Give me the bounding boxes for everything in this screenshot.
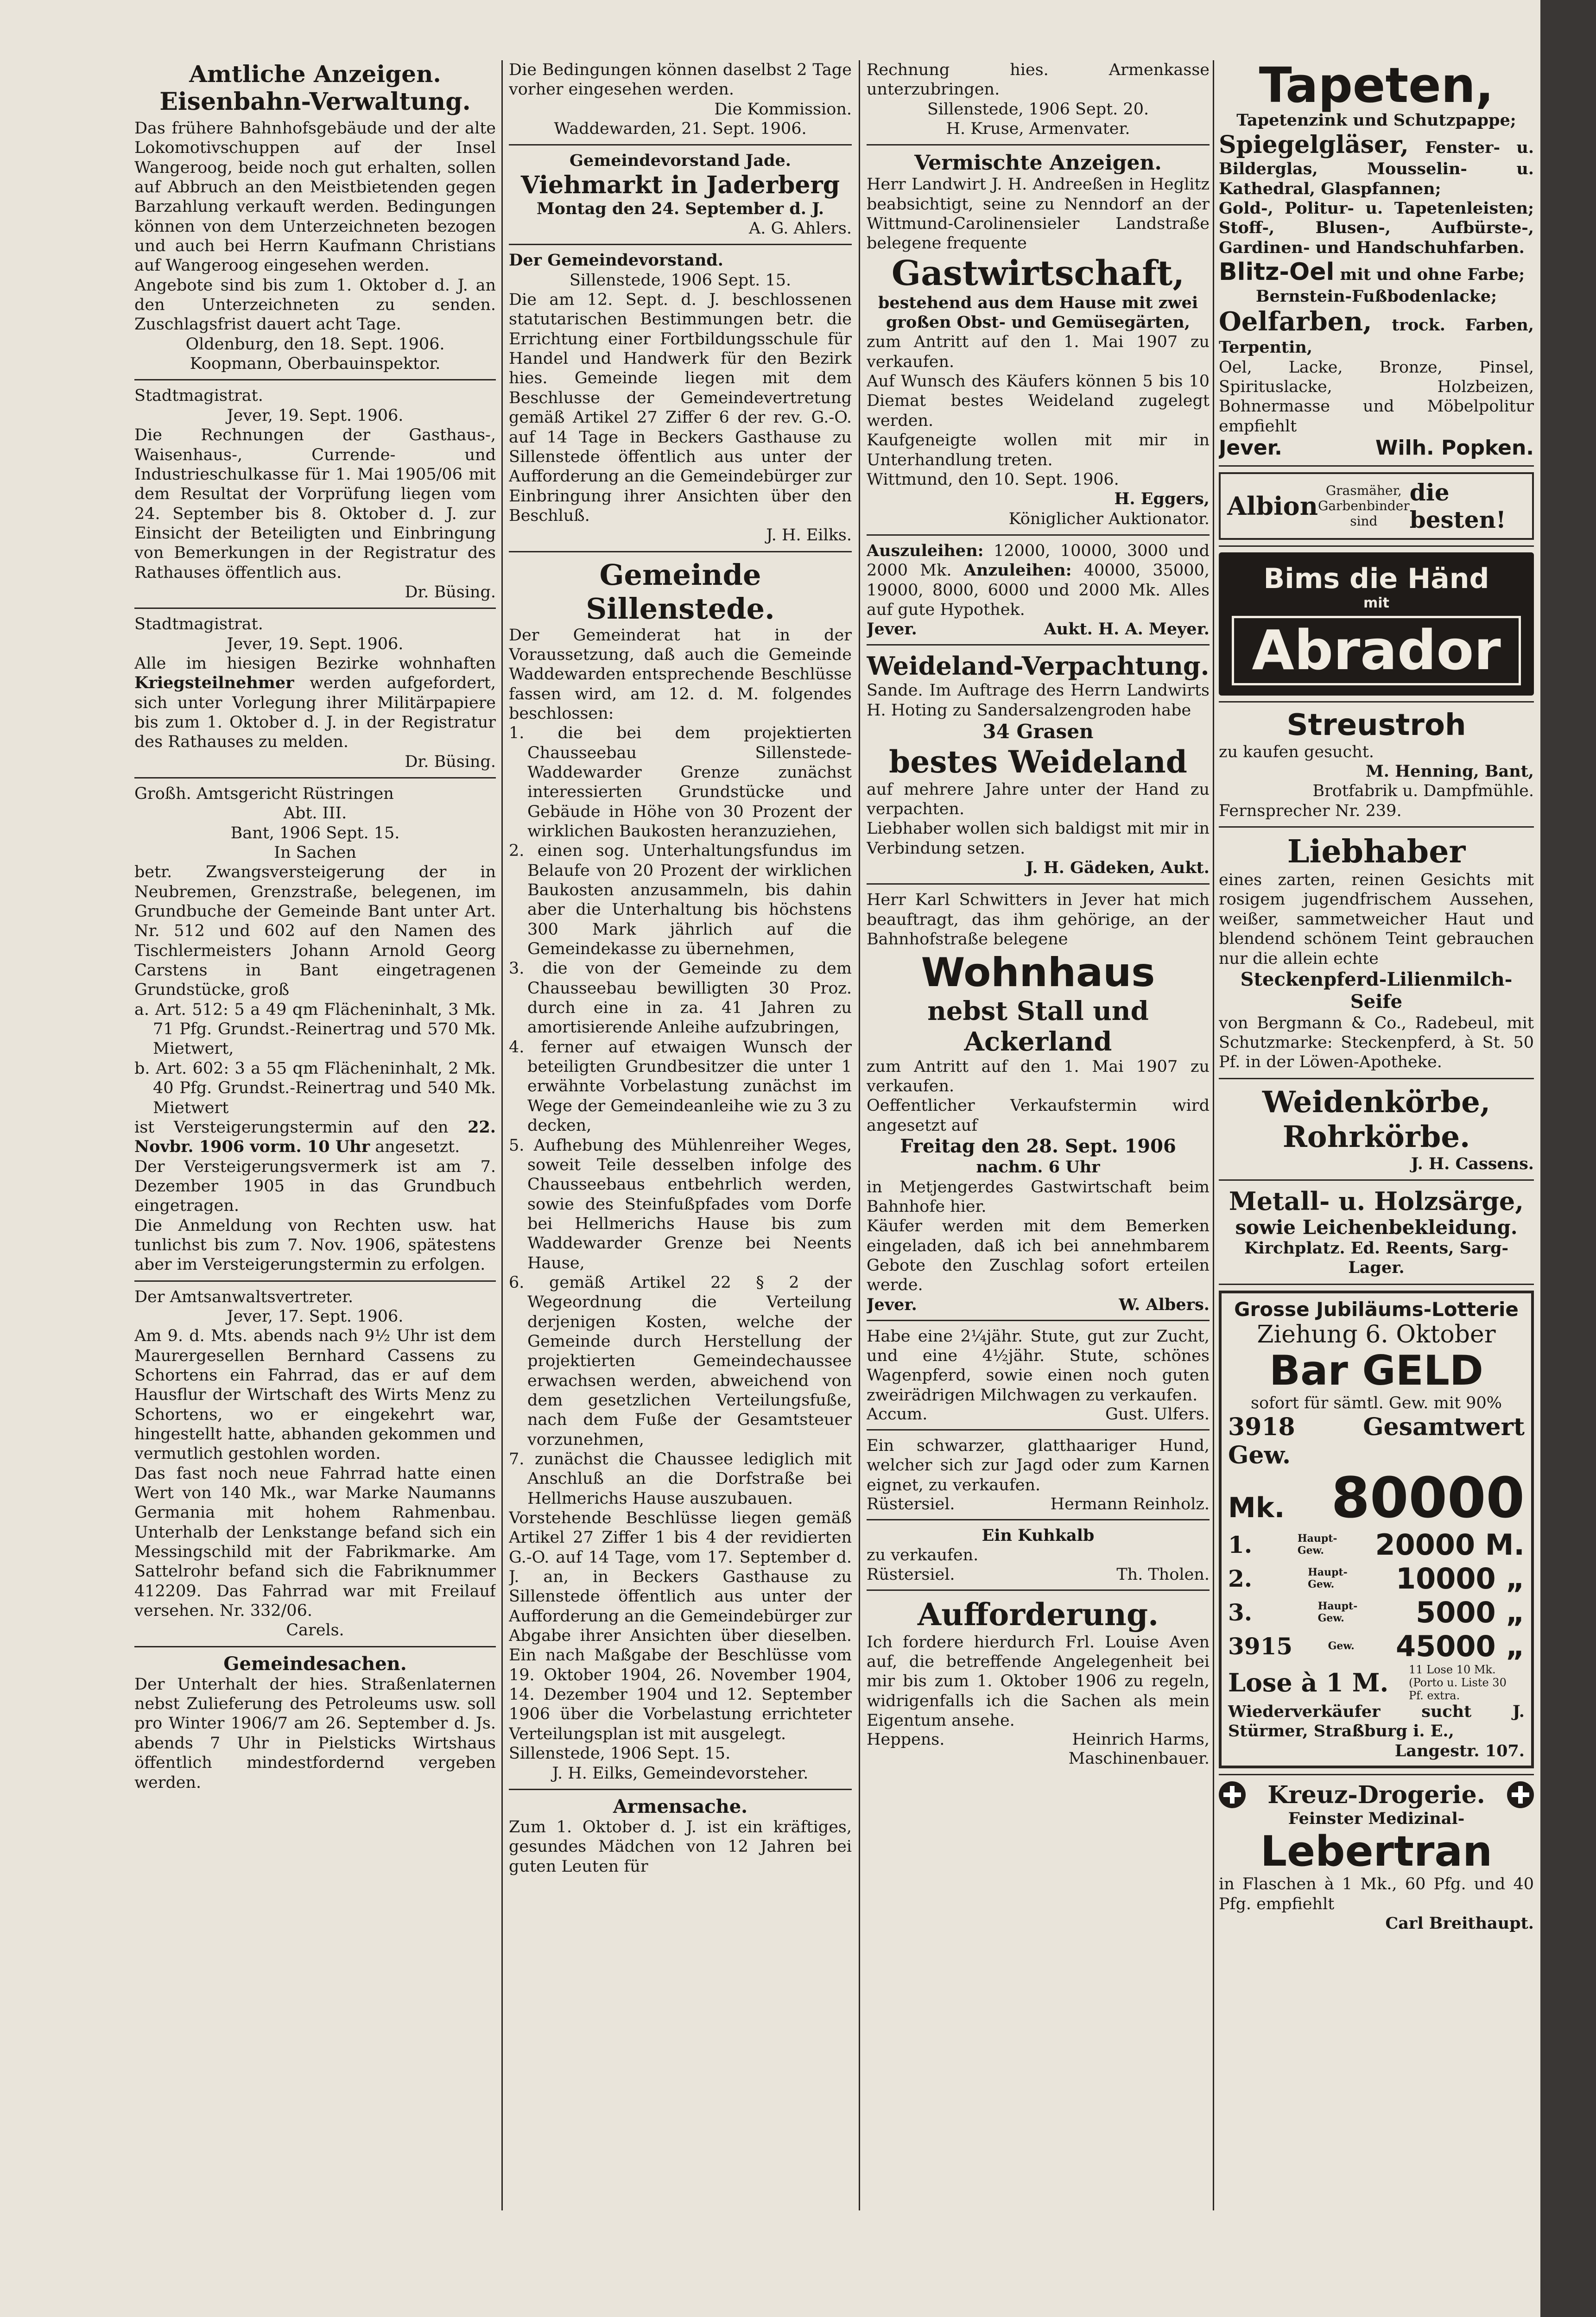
ad-body: 12000, 10000, 3000 und 2000 Mk. bbox=[867, 541, 1210, 580]
ad-albion bbox=[1219, 472, 1534, 540]
ad-signature: Dr. Büsing. bbox=[405, 752, 496, 771]
ad-signature: Koopmann, Oberbauinspektor. bbox=[190, 355, 441, 374]
prize-value: 20000 M. bbox=[1375, 1527, 1525, 1562]
ad-body: Ein schwarzer, glatthaariger Hund, welcher sich zur Jagd oder zum Karnen eignet, zu verkaufen. bbox=[867, 1437, 1210, 1494]
ad-gemeinde-sillenstede bbox=[509, 558, 852, 1783]
prize-row bbox=[1228, 1595, 1525, 1629]
ad-eisenbahn bbox=[134, 60, 496, 374]
ad-kuhkalb bbox=[867, 1526, 1210, 1584]
ad-line: Grasmäher, Garbenbinder sind bbox=[1317, 483, 1410, 529]
ad-item: b. Art. 602: 3 a 55 qm Flächeninhalt, 2 Mk. 40 Pfg. Grundst.-Reinertrag und 540 Mk. Mietwert bbox=[134, 1059, 496, 1117]
rule bbox=[867, 144, 1210, 146]
ad-title: Weidenkörbe, bbox=[1262, 1084, 1491, 1120]
ad-heading: Großh. Amtsgericht Rüstringen bbox=[134, 785, 394, 803]
ad-aufforderung bbox=[867, 1596, 1210, 1769]
ad-place: Jever. bbox=[1219, 436, 1282, 460]
ad-headline: Bar GELD bbox=[1269, 1346, 1483, 1394]
ad-place: Rüstersiel. bbox=[867, 1565, 955, 1584]
ad-lot-note: 11 Lose 10 Mk. (Porto u. Liste 30 Pf. extra. bbox=[1409, 1663, 1507, 1702]
ad-body: Herr Landwirt J. H. Andreeßen in Heglitz beabsichtigt, seine zu Nenndorf an der Wittmund-Carolinensieler Landstraße belegene frequente bbox=[867, 175, 1210, 253]
ad-signature: Carl Breithaupt. bbox=[1385, 1913, 1534, 1933]
list-item: 2. einen sog. Unterhaltungsfundus im Belaufe von 20 Prozent der wirklichen Baukosten anzusammeln, bis dahin aber die Unterhaltung bis höchstens 300 Mark jährlich auf die Gemeindekasse zu übernehmen, bbox=[509, 842, 852, 959]
ad-title: Weideland-Verpachtung. bbox=[867, 651, 1210, 681]
ad-line: Fenster- u. Bilderglas, Mousselin- u. Kathedral, Glaspfannen; bbox=[1219, 138, 1534, 198]
ad-signature: Carels. bbox=[286, 1621, 344, 1640]
ad-place: Oldenburg, den 18. Sept. 1906. bbox=[185, 335, 445, 354]
rule bbox=[134, 1280, 496, 1282]
rule bbox=[509, 551, 852, 552]
ad-body: Die Bedingungen können daselbst 2 Tage vorher eingesehen werden. bbox=[509, 61, 852, 99]
ad-line: sofort für sämtl. Gew. mit 90% bbox=[1251, 1393, 1502, 1412]
ad-brand: Steckenpferd-Lilienmilch-Seife bbox=[1240, 968, 1513, 1013]
ad-armensache bbox=[509, 1796, 852, 1876]
prize-rank: 1. bbox=[1228, 1531, 1253, 1558]
prize-row bbox=[1228, 1528, 1525, 1562]
ad-body: Oeffentlicher Verkaufstermin wird angesetzt auf bbox=[867, 1096, 1210, 1135]
rule bbox=[134, 379, 496, 380]
cross-icon bbox=[1507, 1781, 1534, 1808]
ad-subheading: Abt. III. bbox=[283, 804, 347, 823]
rule bbox=[509, 144, 852, 146]
ad-signature: Wilh. Popken. bbox=[1375, 436, 1534, 460]
ad-body: Käufer werden mit dem Bemerken eingeladen, daß ich bei annehmbarem Gebote den Zuschlag sofort erteilen werde. bbox=[867, 1217, 1210, 1295]
ad-lot-price: Lose à 1 M. bbox=[1228, 1667, 1389, 1697]
ad-signature: W. Albers. bbox=[1119, 1295, 1210, 1314]
ad-amtsgericht bbox=[134, 784, 496, 1275]
ad-title: Gemeinde Sillenstede. bbox=[586, 557, 775, 626]
column-2 bbox=[509, 60, 852, 2210]
ad-hypothek bbox=[867, 541, 1210, 639]
ad-wohnhaus bbox=[867, 890, 1210, 1314]
ad-line: trock. Farben, Terpentin, bbox=[1219, 316, 1534, 357]
ad-line: Ziehung 6. Oktober bbox=[1257, 1320, 1496, 1348]
ad-title: Eisenbahn-Verwaltung. bbox=[159, 88, 471, 116]
ad-gemeindesachen bbox=[134, 1653, 496, 1792]
ad-body: Die Anmeldung von Rechten usw. hat tunlichst bis zum 7. Nov. 1906, spätestens aber im Versteigerungstermin zu erfolgen. bbox=[134, 1216, 496, 1274]
ad-brand: Lebertran bbox=[1260, 1827, 1493, 1876]
ad-signature: Th. Tholen. bbox=[1116, 1565, 1210, 1584]
ad-date: Bant, 1906 Sept. 15. bbox=[230, 823, 400, 842]
prize-value: 5000 „ bbox=[1416, 1595, 1525, 1629]
rule bbox=[134, 1646, 496, 1647]
rule bbox=[867, 1519, 1210, 1520]
ad-body: zu kaufen gesucht. bbox=[1219, 742, 1374, 761]
list-item: 6. gemäß Artikel 22 § 2 der Wegeordnung die Verteilung derjenigen Kosten, welche der Gemeinde durch Herstellung der projektierten Gemeindechaussee erwachsen werden, abweichend von dem gesetzlichen Verteilungsfuße, nach dem Fuße der Gesamtsteuer vorzunehmen, bbox=[509, 1273, 852, 1449]
ad-stadtmagistrat-2 bbox=[134, 614, 496, 772]
ad-title: Rohrkörbe. bbox=[1282, 1119, 1470, 1154]
ad-steckenpferd bbox=[1219, 833, 1534, 1072]
rule bbox=[867, 883, 1210, 885]
ad-line: Bernstein-Fußbodenlacke; bbox=[1255, 287, 1497, 306]
ad-signature: H. Eggers, bbox=[1114, 489, 1210, 509]
ad-title: Gastwirtschaft, bbox=[891, 253, 1185, 293]
ad-hund bbox=[867, 1436, 1210, 1513]
rule bbox=[867, 534, 1210, 536]
ad-body: Rechnung hies. Armenkasse unterzubringen. bbox=[867, 61, 1210, 99]
list-item: 7. zunächst die Chaussee lediglich mit Anschluß an die Dorfstraße bei Hellmerichs Hause auszubauen. bbox=[509, 1450, 852, 1508]
ad-body: ist Versteigerungstermin auf den bbox=[134, 1118, 449, 1137]
ad-body: angesetzt. bbox=[375, 1138, 460, 1157]
ad-heading: Der Amtsanwaltsvertreter. bbox=[134, 1287, 354, 1306]
rule bbox=[134, 608, 496, 609]
ad-body: Der Versteigerungsvermerk ist am 7. Dezember 1905 in das Grundbuch eingetragen. bbox=[134, 1157, 496, 1215]
ad-title: Streustroh bbox=[1286, 708, 1466, 742]
ad-body: Liebhaber wollen sich baldigst mit mir in Verbindung setzen. bbox=[867, 819, 1210, 858]
ad-date: Jever, 17. Sept. 1906. bbox=[227, 1307, 404, 1326]
ad-case: In Sachen bbox=[274, 843, 356, 862]
rule bbox=[509, 244, 852, 245]
ad-heading: Stadtmagistrat. bbox=[134, 386, 263, 405]
ad-signature: J. H. Gädeken, Aukt. bbox=[1026, 858, 1210, 878]
ad-gemeindevorstand bbox=[509, 251, 852, 545]
ad-body: zum Antritt auf den 1. Mai 1907 zu verkaufen. bbox=[867, 333, 1210, 371]
ad-kreuz-drogerie bbox=[1219, 1781, 1534, 1933]
ad-body: werden aufgefordert, sich unter Vorlegung ihrer Militärpapiere bis zum 1. Oktober d. J. in der Registratur des Rathauses zu melden. bbox=[134, 674, 496, 752]
ad-signature: H. Kruse, Armenvater. bbox=[946, 120, 1130, 139]
ad-date: Jever, 19. Sept. 1906. bbox=[227, 634, 404, 653]
ad-body: zu verkaufen. bbox=[867, 1546, 979, 1565]
rule bbox=[867, 644, 1210, 646]
rule bbox=[1219, 1284, 1534, 1285]
prize-label: Gew. bbox=[1328, 1640, 1355, 1652]
ad-brand: Albion bbox=[1227, 491, 1318, 521]
ad-title: Tapeten, bbox=[1259, 60, 1494, 114]
prize-row bbox=[1228, 1562, 1525, 1595]
ad-subtitle: Feinster Medizinal- bbox=[1288, 1809, 1465, 1828]
prize-value: 45000 „ bbox=[1395, 1629, 1525, 1663]
rule bbox=[1219, 701, 1534, 703]
ad-body: Angebote sind bis zum 1. Oktober d. J. an den Unterzeichneten zu senden. Zuschlagsfrist dauert acht Tage. bbox=[134, 276, 496, 334]
rule bbox=[134, 777, 496, 779]
ad-signature: M. Henning, Bant, bbox=[1366, 762, 1534, 781]
ad-signature: J. H. Cassens. bbox=[1411, 1154, 1534, 1173]
ad-body: Alle im hiesigen Bezirke wohnhaften bbox=[134, 654, 496, 673]
ad-brand: Abrador bbox=[1232, 616, 1521, 685]
rule bbox=[1219, 1179, 1534, 1181]
prize-label: Haupt-Gew. bbox=[1317, 1600, 1358, 1625]
ad-slogan: die besten! bbox=[1409, 478, 1506, 533]
ad-body: Am 9. d. Mts. abends nach 9½ Uhr ist dem Maurergesellen Bernhard Cassens zu Schortens ein Fahrrad, das er auf dem Hausflur der Wirtschaft des Wirts Menz zu Schortens, wo er eingekehrt war, hingestellt hatte, abhanden gekommen und vermutlich gestohlen worden. bbox=[134, 1327, 496, 1463]
rule bbox=[509, 1789, 852, 1790]
ad-lotterie bbox=[1219, 1291, 1534, 1768]
ad-title: Aufforderung. bbox=[917, 1596, 1159, 1633]
ad-signature: Die Kommission. bbox=[714, 100, 852, 119]
ad-subtitle: Ackerland bbox=[964, 1026, 1112, 1057]
ad-abrador bbox=[1219, 552, 1534, 696]
ad-date: Sillenstede, 1906 Sept. 15. bbox=[509, 1744, 731, 1763]
prize-rank: 3915 bbox=[1228, 1632, 1293, 1660]
ad-koerbe bbox=[1219, 1085, 1534, 1174]
ad-title: Liebhaber bbox=[1287, 833, 1466, 871]
ad-title: Wohnhaus bbox=[921, 949, 1155, 996]
ad-body: Die am 12. Sept. d. J. beschlossenen statutarischen Bestimmungen betr. die Errichtung einer Fortbildungsschule für Handel und Handwerk für den Bezirk hies. Gemeinde liegen mit dem Beschlusse der Gemeindevertretung gemäß Artikel 27 Ziffer 6 der rev. G.-O. auf 14 Tage in Beckers Gasthause zu Sillenstede öffentlich aus unter der Aufforderung an die Gemeindebürger zur Einbringung ihrer Ansichten über den Beschluß. bbox=[509, 291, 852, 525]
ad-body: Das frühere Bahnhofsgebäude und der alte Lokomotivschuppen auf der Insel Wangeroog, beide noch gut erhalten, sollen auf Abbruch an den Meistbietenden gegen Barzahlung verkauft werden. Bedingungen können von dem Unterzeichneten bezogen und auch bei Herrn Kaufmann Christians auf Wangeroog eingesehen werden. bbox=[134, 119, 496, 275]
rule bbox=[1219, 1078, 1534, 1079]
ad-heading: Armensache. bbox=[613, 1795, 748, 1817]
ad-date: Sillenstede, 1906 Sept. 20. bbox=[927, 100, 1149, 119]
ad-body: eines zarten, reinen Gesichts mit rosigem jugendfrischem Aussehen, weißer, sammetweicher Haut und blendend schönem Teint gebrauchen nur die allein echte bbox=[1219, 871, 1534, 968]
ad-viehmarkt bbox=[509, 151, 852, 238]
ad-kommission bbox=[509, 60, 852, 139]
prize-label: Haupt-Gew. bbox=[1297, 1532, 1337, 1557]
ad-signature-title: Brotfabrik u. Dampfmühle. bbox=[1312, 782, 1534, 801]
prize-rank: 3. bbox=[1228, 1598, 1253, 1626]
ad-date: Sillenstede, 1906 Sept. 15. bbox=[569, 271, 792, 290]
ad-weideland bbox=[867, 651, 1210, 878]
newspaper-page bbox=[134, 51, 1534, 2257]
ad-body: Der Gemeinderat hat in der Voraussetzung, daß auch die Gemeinde Waddewarden entsprechende Beschlüsse fassen wird, am 12. d. M. folgendes beschlossen: bbox=[509, 626, 852, 723]
ad-title: Metall- u. Holzsärge, bbox=[1229, 1186, 1524, 1216]
ad-phone: Fernsprecher Nr. 239. bbox=[1219, 801, 1402, 820]
ad-title: Viehmarkt in Jaderberg bbox=[520, 171, 840, 199]
ad-label: Anzuleihen: bbox=[963, 561, 1072, 580]
ad-line: Gold-, Politur- u. Tapetenleisten; Stoff-, Blusen-, Aufbürste-, Gardinen- und Handschuhfarben. bbox=[1219, 199, 1534, 257]
list-item: 4. ferner auf etwaigen Wunsch der beteiligten Grundbesitzer die unter 1 erwähnte Vorbelastung zunächst im Wege der Gemeindeanleihe wie zu 3 zu decken, bbox=[509, 1038, 852, 1135]
ad-line: mit und ohne Farbe; bbox=[1340, 265, 1525, 285]
ad-body: Zum 1. Oktober d. J. ist ein kräftiges, gesundes Mädchen von 12 Jahren bei guten Leuten für bbox=[509, 1817, 852, 1876]
ad-signature: Gust. Ulfers. bbox=[1105, 1405, 1210, 1424]
ad-body: 40000, 35000, 19000, 8000, 6000 und 2000 Mk. Alles auf gute Hypothek. bbox=[867, 561, 1210, 619]
ad-body: in Metjengerdes Gastwirtschaft beim Bahnhofe hier. bbox=[867, 1177, 1210, 1216]
ad-body: auf mehrere Jahre unter der Hand zu verpachten. bbox=[867, 780, 1210, 819]
prize-row bbox=[1228, 1629, 1525, 1663]
ad-body: Herr Karl Schwitters in Jever hat mich beauftragt, das ihm gehörige, an der Bahnhofstraße belegene bbox=[867, 891, 1210, 949]
ad-signature: Aukt. H. A. Meyer. bbox=[1044, 620, 1210, 639]
section-heading: Vermischte Anzeigen. bbox=[914, 151, 1162, 175]
ad-line: Tapetenzink und Schutzpappe; bbox=[1236, 111, 1516, 130]
ad-saerge bbox=[1219, 1186, 1534, 1278]
ad-heading: Gemeindevorstand Jade. bbox=[570, 151, 791, 171]
ad-place: Accum. bbox=[867, 1405, 928, 1424]
ad-count: 3918 Gew. bbox=[1228, 1412, 1295, 1469]
ad-date-bold: 22. Novbr. 1906 vorm. 10 Uhr bbox=[134, 1117, 496, 1157]
ad-keyword: Blitz-Oel bbox=[1219, 258, 1335, 286]
ad-body: zum Antritt auf den 1. Mai 1907 zu verkaufen. bbox=[867, 1057, 1210, 1095]
ad-stute bbox=[867, 1327, 1210, 1424]
ad-currency: Mk. bbox=[1228, 1491, 1285, 1524]
ad-time-bold: nachm. 6 Uhr bbox=[976, 1158, 1100, 1177]
ad-body: Das fast noch neue Fahrrad hatte einen Wert von 140 Mk., war Marke Naumanns Germania mit hohem Rahmenbau. Unterhalb der Lenkstange befand sich ein Messingschild mit der Fabrikmarke. Am Sattelrohr befand sich die Fabriknummer 412209. Das Fahrrad war mit Freilauf versehen. Nr. 332/06. bbox=[134, 1464, 496, 1621]
ad-body: betr. Zwangsversteigerung der in Neubremen, Grenzstraße, belegenen, im Grundbuche der Gemeinde Bant unter Art. Nr. 512 und 602 auf den Namen des Tischlermeisters Johann Arnold Georg Carstens in Bant eingetragenen Grundstücke, groß bbox=[134, 863, 496, 1000]
list-item: 5. Aufhebung des Mühlenreiher Weges, soweit Teile desselben infolge des Chausseebaus entbehrlich werden, sowie des Steinfußpfades vom Dorfe bei Hellmerichs Hause bis zum Waddewarder Grenze bei Neents Hause, bbox=[509, 1136, 852, 1272]
prize-label: Haupt-Gew. bbox=[1308, 1566, 1348, 1591]
list-item: 3. die von der Gemeinde zu dem Chausseebau bewilligten 30 Proz. durch eine in za. 41 Jahren zu amortisierende Anleihe aufzubringen, bbox=[509, 959, 852, 1037]
ad-place: Waddewarden, 21. Sept. 1906. bbox=[554, 120, 807, 139]
ad-signature: J. H. Eilks, Gemeindevorsteher. bbox=[552, 1764, 809, 1783]
ad-streustroh bbox=[1219, 708, 1534, 821]
ad-amount: 80000 bbox=[1331, 1466, 1525, 1531]
ad-place: Rüstersiel. bbox=[867, 1495, 955, 1514]
section-heading: Amtliche Anzeigen. bbox=[189, 60, 441, 88]
rule bbox=[867, 1429, 1210, 1431]
ad-signature: Hermann Reinholz. bbox=[1050, 1495, 1210, 1514]
ad-title: Grosse Jubiläums-Lotterie bbox=[1234, 1298, 1519, 1321]
ad-keyword: Oelfarben, bbox=[1219, 306, 1372, 337]
ad-signature: Kirchplatz. Ed. Reents, Sarg-Lager. bbox=[1244, 1239, 1508, 1278]
ad-heading: Der Gemeindevorstand. bbox=[509, 251, 723, 270]
ad-body: Oel, Lacke, Bronze, Pinsel, Spirituslacke, Holzbeizen, Bohnermasse und Möbelpolitur empfiehlt bbox=[1219, 358, 1534, 436]
ad-body: Die Rechnungen der Gasthaus-, Waisenhaus-, Currende- und Industrieschulkasse für 1. Mai 1905/06 mit dem Resultat der Vorprüfung liegen vom 24. September bis 8. Oktober d. J. zur Einsicht der Beteiligten und Einbringung von Bemerkungen in der Registratur des Rathauses öffentlich aus. bbox=[134, 426, 496, 582]
ad-body: von Bergmann & Co., Radebeul, mit Schutzmarke: Steckenpferd, à St. 50 Pf. in der Löwen-Apotheke. bbox=[1219, 1013, 1534, 1072]
ad-heading: Stadtmagistrat. bbox=[134, 615, 263, 634]
ad-count: 34 Grasen bbox=[982, 720, 1094, 743]
ad-amtsanwalt bbox=[134, 1287, 496, 1640]
ad-signature: J. H. Eilks. bbox=[766, 526, 852, 545]
column-divider bbox=[1213, 60, 1214, 2210]
ad-signature-title: Maschinenbauer. bbox=[1068, 1749, 1210, 1768]
column-divider bbox=[501, 60, 503, 2210]
ad-date: Wittmund, den 10. Sept. 1906. bbox=[867, 470, 1119, 489]
ad-gastwirtschaft bbox=[867, 151, 1210, 529]
rule bbox=[1219, 826, 1534, 828]
ad-place: Jever. bbox=[867, 1295, 917, 1314]
ad-body: in Flaschen à 1 Mk., 60 Pfg. und 40 Pfg. empfiehlt bbox=[1219, 1875, 1534, 1913]
ad-date-bold: Freitag den 28. Sept. 1906 bbox=[900, 1135, 1176, 1157]
ad-body: Vorstehende Beschlüsse liegen gemäß Artikel 27 Ziffer 1 bis 4 der revidierten G.-O. auf 14 Tage, vom 17. September d. J. an, in Beckers Gasthause zu Sillenstede öffentlich aus unter der Aufforderung an die Gemeindebürger zur Abgabe ihrer Ansichten über dieselben. Ein nach Maßgabe der Beschlüsse vom 19. Oktober 1904, 26. November 1904, 14. Dezember 1904 und 12. September 1906 über die Vorbelastung errichteter Verteilungsplan ist mit ausgelegt. bbox=[509, 1509, 852, 1743]
column-1 bbox=[134, 60, 496, 2210]
rule bbox=[1219, 545, 1534, 547]
ad-body: Ich fordere hierdurch Frl. Louise Aven auf, die betreffende Angelegenheit bei mir bis zum 1. Oktober 1906 zu regeln, widrigenfalls ich die Sachen als mein Eigentum ansehe. bbox=[867, 1633, 1210, 1730]
ad-body: Habe eine 2¼jähr. Stute, gut zur Zucht, und eine 4½jähr. Stute, schönes Wagenpferd, sowie einen noch guten zweirädrigen Milchwagen zu verkaufen. bbox=[867, 1327, 1210, 1405]
ad-label: Auszuleihen: bbox=[867, 541, 984, 560]
rule bbox=[1219, 465, 1534, 467]
ad-keyword: Kriegsteilnehmer bbox=[134, 673, 294, 693]
column-3 bbox=[867, 60, 1210, 2210]
ad-signature: A. G. Ahlers. bbox=[748, 219, 852, 238]
ad-body: Auf Wunsch des Käufers können 5 bis 10 Diemat bestes Weideland zugelegt werden. bbox=[867, 372, 1210, 430]
ad-subtitle: bestehend aus dem Hause mit zwei großen Obst- und Gemüsegärten, bbox=[878, 293, 1198, 332]
ad-signature: Dr. Büsing. bbox=[405, 582, 496, 601]
ad-place: Heppens. bbox=[867, 1730, 945, 1749]
ad-title: Kreuz-Drogerie. bbox=[1267, 1780, 1485, 1809]
rule bbox=[867, 1589, 1210, 1591]
ad-stadtmagistrat-1 bbox=[134, 386, 496, 602]
ad-address: Langestr. 107. bbox=[1394, 1741, 1525, 1760]
ad-label: Gesamtwert bbox=[1363, 1412, 1525, 1441]
ad-date: Jever, 19. Sept. 1906. bbox=[227, 406, 404, 425]
ad-popken bbox=[1219, 60, 1534, 460]
prize-value: 10000 „ bbox=[1395, 1561, 1525, 1595]
ad-body: Der Unterhalt der hies. Straßenlaternen nebst Zulieferung des Petroleums usw. soll pro Winter 1906/7 am 26. September d. Js. abends 7 Uhr in Pielsticks Wirtshaus öffentlich mindestfordernd vergeben werden. bbox=[134, 1675, 496, 1792]
ad-signature-title: Königlicher Auktionator. bbox=[1008, 509, 1210, 528]
ad-subtitle: nebst Stall und bbox=[927, 995, 1149, 1026]
ad-heading: Ein Kuhkalb bbox=[982, 1526, 1095, 1545]
ad-item: a. Art. 512: 5 a 49 qm Flächeninhalt, 3 Mk. 71 Pfg. Grundst.-Reinertrag und 570 Mk. Mietwert, bbox=[134, 1000, 496, 1058]
ad-headline: bestes Weideland bbox=[889, 743, 1187, 780]
ad-keyword: Spiegelgläser, bbox=[1219, 130, 1409, 159]
column-divider bbox=[859, 60, 860, 2210]
ad-line: mit bbox=[1363, 595, 1389, 611]
ad-heading: Gemeindesachen. bbox=[223, 1652, 407, 1675]
ad-armenkasse bbox=[867, 60, 1210, 139]
cross-icon bbox=[1219, 1781, 1246, 1808]
ad-subtitle: sowie Leichenbekleidung. bbox=[1235, 1216, 1518, 1239]
rule bbox=[1219, 1774, 1534, 1775]
rule bbox=[867, 1320, 1210, 1321]
ad-signature: Heinrich Harms, bbox=[1072, 1730, 1210, 1749]
ad-body: Kaufgeneigte wollen mit mir in Unterhandlung treten. bbox=[867, 431, 1210, 469]
ad-date: Montag den 24. September d. J. bbox=[536, 199, 824, 218]
ad-slogan: Bims die Händ bbox=[1263, 562, 1489, 595]
ad-body: Sande. Im Auftrage des Herrn Landwirts H. Hoting zu Sandersalzengroden habe bbox=[867, 681, 1210, 720]
prize-rank: 2. bbox=[1228, 1564, 1253, 1592]
list-item: 1. die bei dem projektierten Chausseebau Sillenstede-Waddewarder Grenze zunächst interessierten Grundstücke und Gebäude in Höhe von 30 Prozent der wirklichen Baukosten heranzuziehen, bbox=[509, 724, 852, 841]
ad-place: Jever. bbox=[867, 620, 917, 639]
scan-edge bbox=[1540, 0, 1596, 2317]
ad-line: Wiederverkäufer sucht J. Stürmer, Straßburg i. E., bbox=[1228, 1702, 1525, 1741]
column-4 bbox=[1219, 60, 1534, 2210]
